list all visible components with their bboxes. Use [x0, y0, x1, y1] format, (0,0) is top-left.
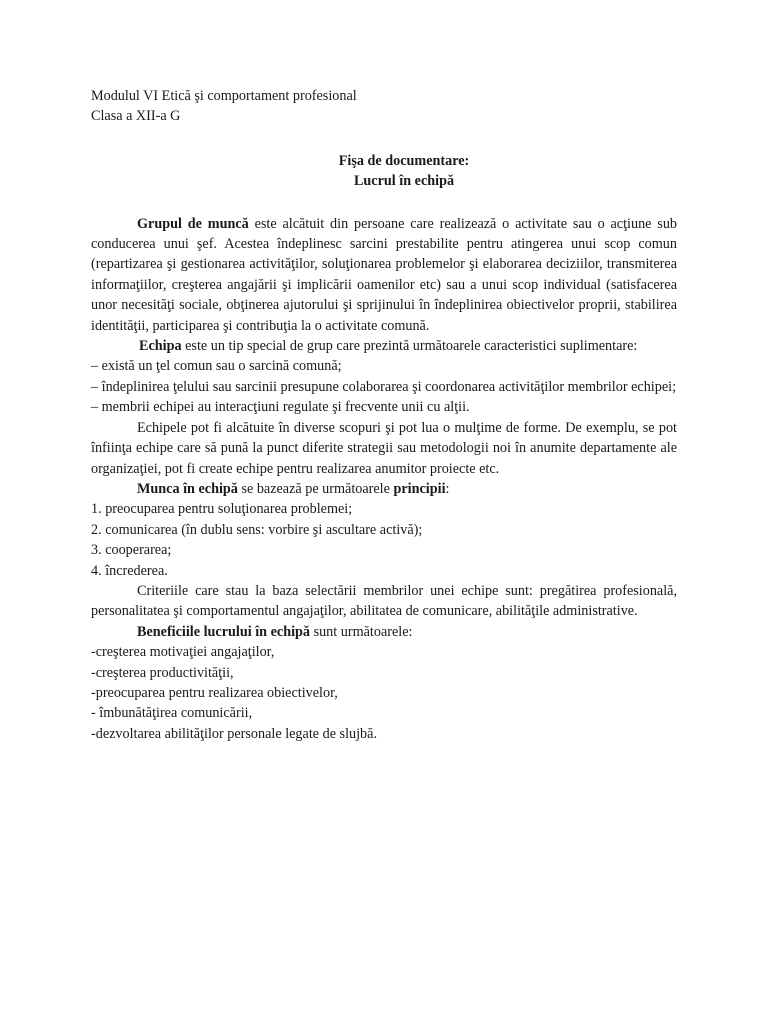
echipa-text: este un tip special de grup care prezintă următoarele caracteristici suplimentare: [181, 338, 638, 355]
paragraph-munca [91, 479, 677, 499]
document-title [91, 151, 677, 192]
class-label: Clasa a XII-a G [91, 108, 181, 125]
term-munca: Munca în echipă [137, 480, 238, 497]
list-item: -creşterea motivaţiei angajaţilor, [91, 644, 275, 661]
title-line-2: Lucrul în echipă [353, 173, 455, 190]
list-item: - îmbunătăţirea comunicării, [91, 705, 253, 722]
list-item: -dezvoltarea abilităţilor personale legate de slujbă. [91, 725, 377, 742]
list-item: – există un ţel comun sau o sarcină comună; [91, 358, 342, 375]
list-item: – membrii echipei au interacţiuni regulate şi frecvente unii cu alţii. [91, 399, 470, 416]
munca-end: : [445, 480, 450, 497]
paragraph-grup [91, 214, 677, 336]
beneficii-text: sunt următoarele: [310, 623, 413, 640]
list-item: -creşterea productivităţii, [91, 664, 234, 681]
grup-text: este alcătuit din persoane care realizează o activitate sau o acţiune sub conducerea unui şef. Acestea îndeplinesc sarcini prestabilite pentru atingerea unui scop comun (repartizarea şi gestionarea activităţilor, soluţionarea problemelor şi elaborarea deciziilor, transmiterea informaţiilor, creşterea angajării şi implicării oamenilor etc) sau a unui scop individual (satisfacerea unor necesităţi sociale, obţinerea ajutorului şi sprijinului în îndeplinirea obiectivelor proprii, stabilirea identităţii, participarea şi contribuţia la o activitate comună. [91, 215, 678, 334]
title-line-1: Fişa de documentare: [338, 152, 470, 169]
paragraph-beneficii [91, 622, 677, 642]
munca-mid: se bazează pe următoarele [237, 480, 394, 497]
list-item: 3. cooperarea; [91, 542, 172, 559]
list-item: -preocuparea pentru realizarea obiectivelor, [91, 684, 338, 701]
module-title: Modulul VI Etică şi comportament profesional [91, 88, 357, 104]
list-item: 1. preocuparea pentru soluţionarea problemei; [91, 501, 353, 518]
list-item: 2. comunicarea (în dublu sens: vorbire şi ascultare activă); [91, 521, 423, 538]
list-item: – îndeplinirea ţelului sau sarcinii presupune colaborarea şi coordonarea activităţilor membrilor echipei; [91, 378, 677, 395]
term-principii: principii [393, 480, 446, 497]
paragraph-echipa [91, 336, 677, 356]
term-beneficii: Beneficiile lucrului în echipă [137, 623, 311, 640]
term-grup: Grupul de muncă [137, 215, 249, 232]
document-page [91, 86, 677, 744]
term-echipa: Echipa [139, 338, 182, 355]
paragraph-echipele: Echipele pot fi alcătuite în diverse scopuri şi pot lua o mulţime de forme. De exemplu, se pot înfiinţa echipe care să pună la punct diferite strategii sau metodologii noi în anumite departamente ale organizaţiei, pot fi create echipe pentru realizarea anumitor proiecte etc. [91, 419, 677, 477]
list-item: 4. încrederea. [91, 562, 168, 579]
paragraph-criterii: Criteriile care stau la baza selectării membrilor unei echipe sunt: pregătirea profesională, personalitatea şi comportamentul angajaţilor, abilitatea de comunicare, abilităţile administrative. [91, 582, 677, 620]
